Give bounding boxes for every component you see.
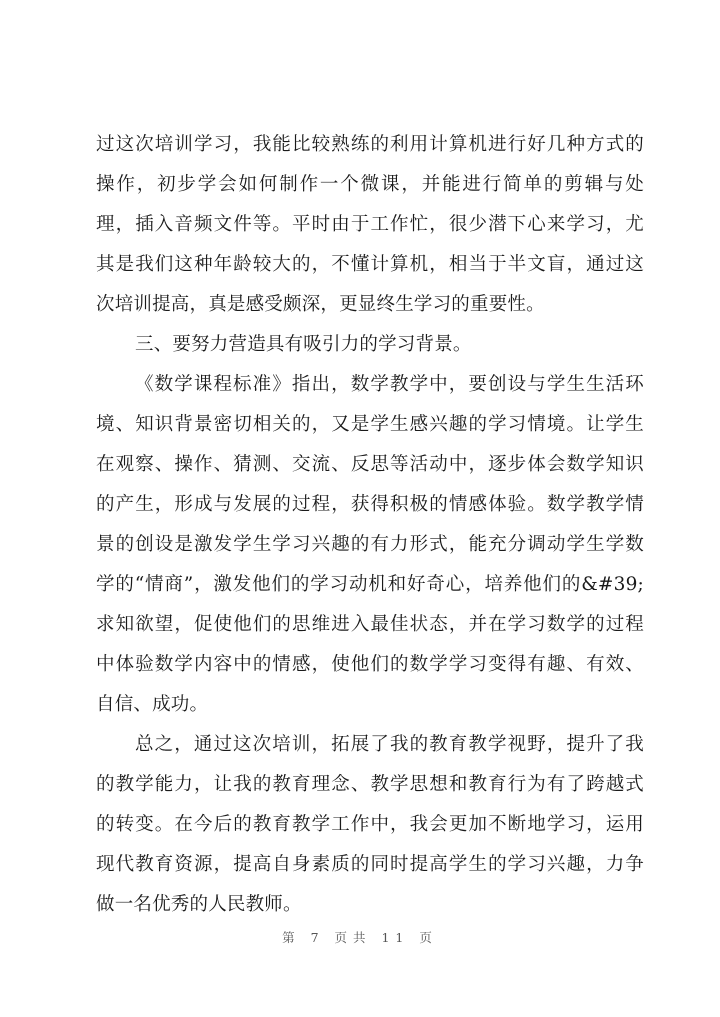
- page-number-footer: 第 7 页共 11 页: [282, 930, 438, 945]
- body-text-line: 的转变。在今后的教育教学工作中，我会更加不断地学习，运用: [96, 814, 644, 835]
- body-text-line: 理，插入音频文件等。平时由于工作忙，很少潜下心来学习，尤: [96, 214, 644, 235]
- body-text-line: 学的“情商”，激发他们的学习动机和好奇心，培养他们的&#39;: [96, 574, 644, 595]
- body-text-line: 境、知识背景密切相关的，又是学生感兴趣的学习情境。让学生: [96, 414, 644, 435]
- body-text-line: 中体验数学内容中的情感，使他们的数学学习变得有趣、有效、: [96, 654, 644, 675]
- body-text-line: 次培训提高，真是感受颇深，更显终生学习的重要性。: [96, 294, 545, 315]
- body-text-line: 其是我们这种年龄较大的，不懂计算机，相当于半文盲，通过这: [96, 254, 644, 275]
- body-text-line: 在观察、操作、猜测、交流、反思等活动中，逐步体会数学知识: [96, 454, 644, 475]
- body-text-line: 景的创设是激发学生学习兴趣的有力形式，能充分调动学生学数: [96, 534, 644, 555]
- section-heading: 三、要努力营造具有吸引力的学习背景。: [135, 334, 472, 355]
- body-text-line: 操作，初步学会如何制作一个微课，并能进行简单的剪辑与处: [96, 174, 644, 195]
- body-text-line: 现代教育资源，提高自身素质的同时提高学生的学习兴趣，力争: [96, 854, 644, 875]
- body-text-line: 求知欲望，促使他们的思维进入最佳状态，并在学习数学的过程: [96, 614, 644, 635]
- body-text-line: 《数学课程标准》指出，数学教学中，要创设与学生生活环: [135, 374, 644, 395]
- body-text-line: 做一名优秀的人民教师。: [96, 894, 302, 915]
- body-text-line: 的教学能力，让我的教育理念、教学思想和教育行为有了跨越式: [96, 774, 644, 795]
- body-text-line: 总之，通过这次培训，拓展了我的教育教学视野，提升了我: [135, 734, 644, 755]
- body-text-line: 的产生，形成与发展的过程，获得积极的情感体验。数学教学情: [96, 494, 644, 515]
- body-text-line: 过这次培训学习，我能比较熟练的利用计算机进行好几种方式的: [96, 134, 644, 155]
- body-text-line: 自信、成功。: [96, 694, 209, 715]
